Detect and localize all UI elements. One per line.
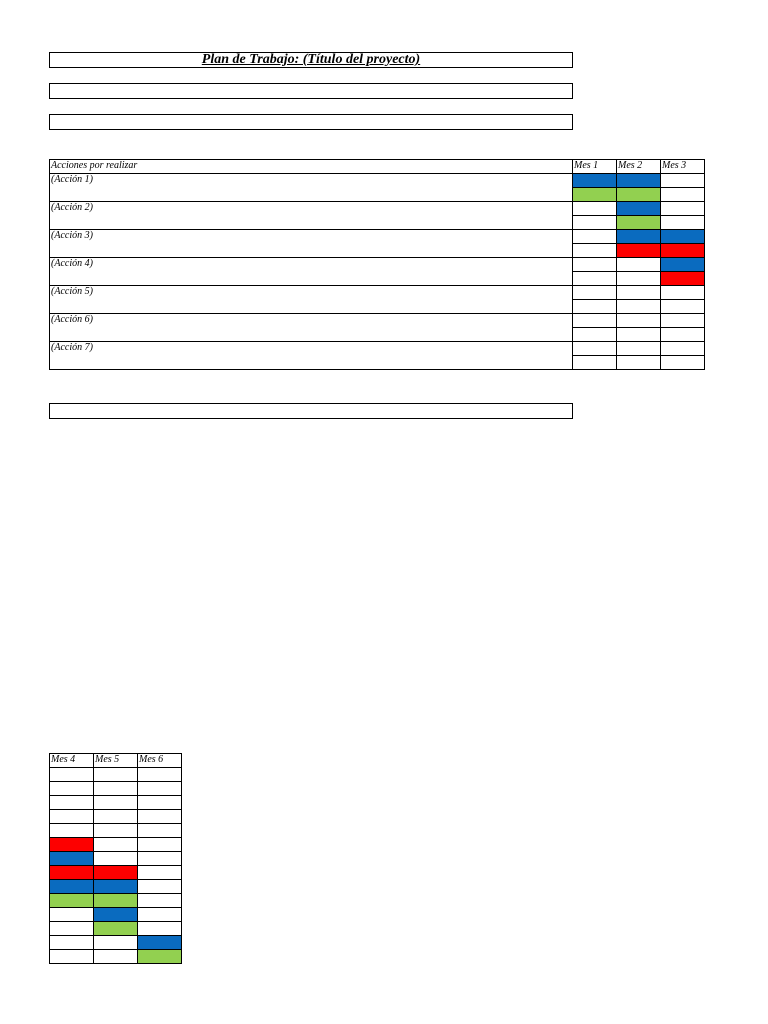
month-cell-2 xyxy=(617,286,661,300)
month-cell-2 xyxy=(617,202,661,216)
action-cell: (Acción 1) xyxy=(50,174,573,202)
month-cell-2 xyxy=(617,230,661,244)
header-mes-4: Mes 4 xyxy=(50,754,94,768)
header-mes-2: Mes 2 xyxy=(617,160,661,174)
month-cell-2 xyxy=(617,328,661,342)
month-cell-6 xyxy=(138,852,182,866)
table-header-row xyxy=(50,754,182,768)
month-cell-2 xyxy=(617,356,661,370)
month-cell-3 xyxy=(661,230,705,244)
month-cell-5 xyxy=(94,936,138,950)
month-cell-4 xyxy=(50,768,94,782)
month-cell-6 xyxy=(138,782,182,796)
month-cell-2 xyxy=(617,342,661,356)
action-cell: (Acción 7) xyxy=(50,342,573,370)
month-cell-1 xyxy=(573,328,617,342)
page-title: Plan de Trabajo: (Título del proyecto) xyxy=(201,52,421,67)
month-cell-1 xyxy=(573,300,617,314)
action-cell: (Acción 5) xyxy=(50,286,573,314)
month-cell-4 xyxy=(50,838,94,852)
month-cell-2 xyxy=(617,244,661,258)
table-row xyxy=(50,782,182,796)
month-cell-3 xyxy=(661,356,705,370)
table-row xyxy=(50,880,182,894)
month-cell-4 xyxy=(50,922,94,936)
month-cell-5 xyxy=(94,922,138,936)
header-mes-1: Mes 1 xyxy=(573,160,617,174)
month-cell-2 xyxy=(617,188,661,202)
month-cell-2 xyxy=(617,216,661,230)
table-header-row xyxy=(50,160,705,174)
month-cell-5 xyxy=(94,852,138,866)
month-cell-1 xyxy=(573,272,617,286)
month-cell-4 xyxy=(50,852,94,866)
month-cell-1 xyxy=(573,230,617,244)
title-box xyxy=(49,52,573,68)
month-cell-3 xyxy=(661,258,705,272)
header-mes-6: Mes 6 xyxy=(138,754,182,768)
month-cell-4 xyxy=(50,880,94,894)
month-cell-5 xyxy=(94,894,138,908)
table-row xyxy=(50,894,182,908)
table-row xyxy=(50,258,705,272)
month-cell-3 xyxy=(661,328,705,342)
month-cell-4 xyxy=(50,824,94,838)
month-cell-5 xyxy=(94,908,138,922)
month-cell-1 xyxy=(573,342,617,356)
month-cell-1 xyxy=(573,216,617,230)
bottom-schedule-table xyxy=(49,753,182,964)
blank-field-2 xyxy=(49,114,573,130)
month-cell-5 xyxy=(94,950,138,964)
month-cell-6 xyxy=(138,922,182,936)
month-cell-1 xyxy=(573,174,617,188)
table-row xyxy=(50,824,182,838)
table-row xyxy=(50,810,182,824)
table-row xyxy=(50,838,182,852)
month-cell-4 xyxy=(50,810,94,824)
month-cell-5 xyxy=(94,810,138,824)
table-row xyxy=(50,342,705,356)
month-cell-6 xyxy=(138,936,182,950)
table-row xyxy=(50,286,705,300)
table-row xyxy=(50,908,182,922)
month-cell-1 xyxy=(573,314,617,328)
month-cell-1 xyxy=(573,258,617,272)
month-cell-4 xyxy=(50,796,94,810)
month-cell-5 xyxy=(94,838,138,852)
table-row xyxy=(50,796,182,810)
month-cell-5 xyxy=(94,796,138,810)
table-row xyxy=(50,768,182,782)
action-cell: (Acción 4) xyxy=(50,258,573,286)
month-cell-6 xyxy=(138,824,182,838)
month-cell-1 xyxy=(573,356,617,370)
month-cell-6 xyxy=(138,768,182,782)
month-cell-6 xyxy=(138,950,182,964)
month-cell-1 xyxy=(573,202,617,216)
month-cell-3 xyxy=(661,216,705,230)
month-cell-3 xyxy=(661,314,705,328)
table-row xyxy=(50,202,705,216)
month-cell-3 xyxy=(661,342,705,356)
month-cell-6 xyxy=(138,880,182,894)
month-cell-3 xyxy=(661,174,705,188)
month-cell-6 xyxy=(138,894,182,908)
action-cell: (Acción 6) xyxy=(50,314,573,342)
table-row xyxy=(50,314,705,328)
month-cell-3 xyxy=(661,188,705,202)
action-cell: (Acción 3) xyxy=(50,230,573,258)
month-cell-5 xyxy=(94,824,138,838)
month-cell-6 xyxy=(138,838,182,852)
month-cell-3 xyxy=(661,286,705,300)
month-cell-2 xyxy=(617,174,661,188)
table-row xyxy=(50,922,182,936)
header-mes-5: Mes 5 xyxy=(94,754,138,768)
month-cell-3 xyxy=(661,244,705,258)
header-mes-3: Mes 3 xyxy=(661,160,705,174)
month-cell-4 xyxy=(50,908,94,922)
month-cell-6 xyxy=(138,908,182,922)
month-cell-4 xyxy=(50,950,94,964)
month-cell-1 xyxy=(573,286,617,300)
month-cell-6 xyxy=(138,810,182,824)
month-cell-4 xyxy=(50,894,94,908)
table-row xyxy=(50,174,705,188)
month-cell-2 xyxy=(617,272,661,286)
month-cell-1 xyxy=(573,244,617,258)
blank-field-1 xyxy=(49,83,573,99)
month-cell-2 xyxy=(617,314,661,328)
blank-field-3 xyxy=(49,403,573,419)
month-cell-5 xyxy=(94,782,138,796)
month-cell-5 xyxy=(94,768,138,782)
month-cell-3 xyxy=(661,300,705,314)
month-cell-6 xyxy=(138,866,182,880)
table-row xyxy=(50,950,182,964)
month-cell-4 xyxy=(50,866,94,880)
month-cell-5 xyxy=(94,866,138,880)
month-cell-5 xyxy=(94,880,138,894)
table-row xyxy=(50,936,182,950)
header-acciones: Acciones por realizar xyxy=(50,160,573,174)
month-cell-2 xyxy=(617,300,661,314)
table-row xyxy=(50,852,182,866)
action-cell: (Acción 2) xyxy=(50,202,573,230)
month-cell-3 xyxy=(661,272,705,286)
main-schedule-table xyxy=(49,159,705,370)
month-cell-2 xyxy=(617,258,661,272)
month-cell-4 xyxy=(50,782,94,796)
month-cell-6 xyxy=(138,796,182,810)
table-row xyxy=(50,230,705,244)
table-row xyxy=(50,866,182,880)
month-cell-3 xyxy=(661,202,705,216)
month-cell-4 xyxy=(50,936,94,950)
month-cell-1 xyxy=(573,188,617,202)
